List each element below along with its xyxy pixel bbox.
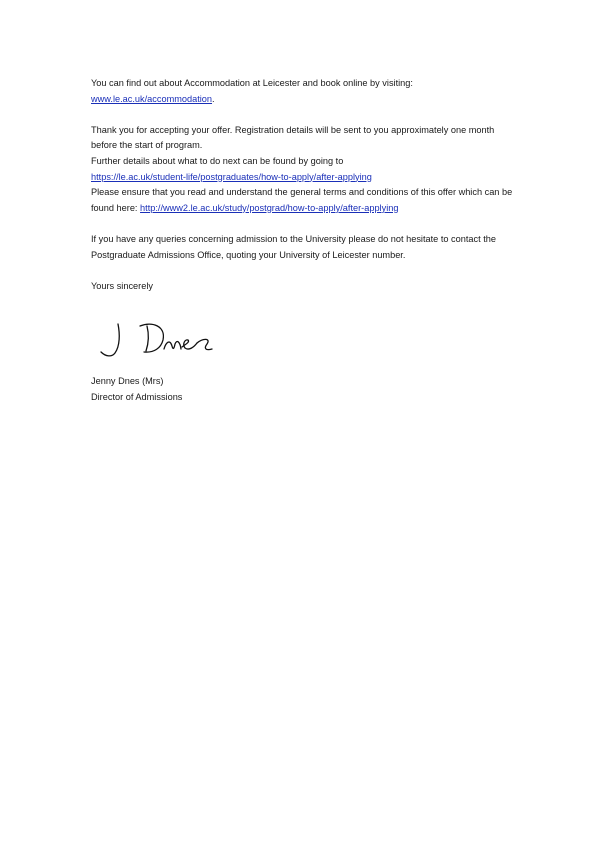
handwritten-signature: [94, 316, 224, 360]
terms-link[interactable]: http://www2.le.ac.uk/study/postgrad/how-to-apply/after-applying: [140, 202, 399, 213]
after-applying-link[interactable]: https://le.ac.uk/student-life/postgraduates/how-to-apply/after-applying: [91, 171, 372, 182]
thanks-line-2: before the start of program.: [91, 140, 203, 151]
signatory-name: Jenny Dnes (Mrs): [91, 376, 164, 386]
terms-prefix: found here:: [91, 202, 141, 213]
paragraph-gap: [91, 107, 531, 123]
accommodation-link[interactable]: www.le.ac.uk/accommodation: [91, 93, 213, 104]
thanks-line-3: Further details about what to do next can be found by going to: [91, 155, 344, 166]
queries-line-2: Postgraduate Admissions Office, quoting your University of Leicester number.: [91, 249, 406, 260]
letter-body: [91, 76, 531, 294]
queries-line-1: If you have any queries concerning admission to the University please do not hesitate to contact the: [91, 233, 496, 244]
paragraph-gap: [91, 263, 531, 279]
thanks-line-4: Please ensure that you read and understand the general terms and conditions of this offer which can be: [91, 187, 513, 198]
thanks-line-1: Thank you for accepting your offer. Registration details will be sent to you approximately one month: [91, 124, 495, 135]
accommodation-link-suffix: .: [212, 93, 215, 104]
terms-line: [91, 201, 531, 217]
after-applying-line: [91, 170, 531, 186]
accommodation-line: [91, 92, 531, 108]
paragraph-gap: [91, 216, 531, 232]
accommodation-text: You can find out about Accommodation at Leicester and book online by visiting:: [91, 78, 413, 88]
signatory-title: Director of Admissions: [91, 391, 183, 402]
closing-text: Yours sincerely: [91, 280, 153, 291]
signatory-block: [91, 374, 182, 405]
